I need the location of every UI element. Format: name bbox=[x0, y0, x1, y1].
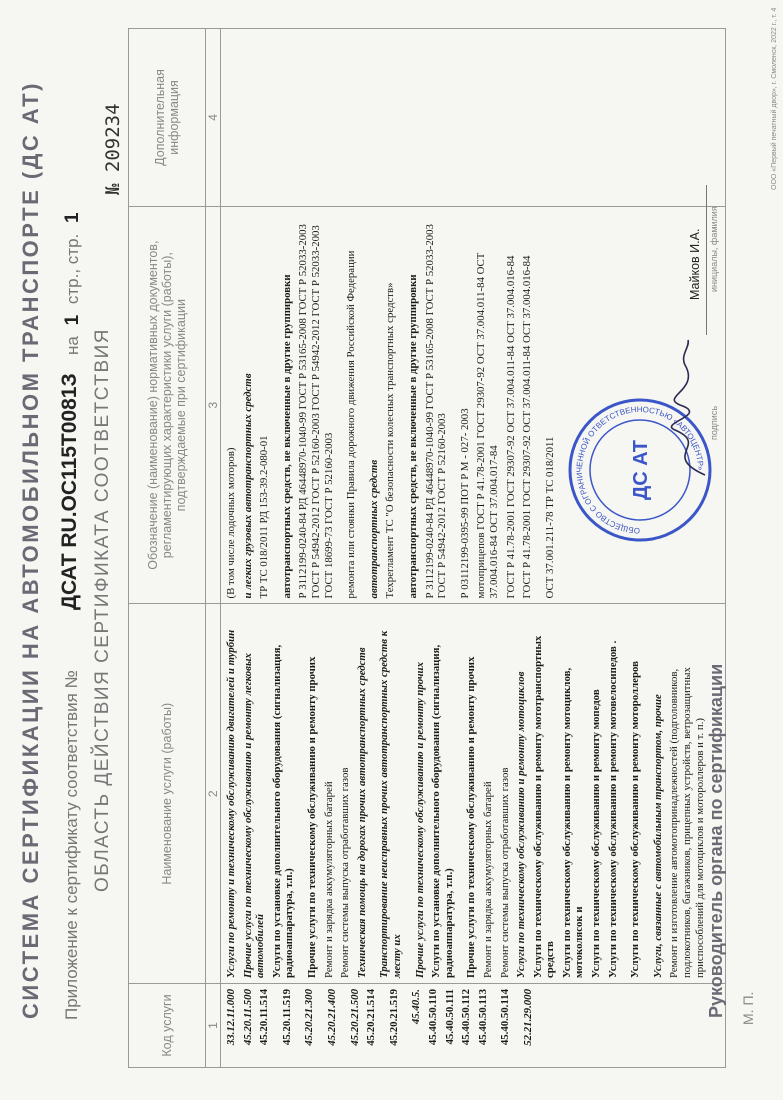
header-extra: Дополнительная информация bbox=[129, 29, 206, 207]
registration-number: № 209234 bbox=[102, 103, 124, 195]
service-code: 45.40.50.112 bbox=[460, 989, 473, 1046]
signature-caption: инициалы, фамилия bbox=[709, 206, 719, 292]
service-code: 45.40.50.113 bbox=[476, 989, 489, 1046]
service-name: Прочие услуги по техническому обслуживанию и ремонту прочих bbox=[413, 662, 426, 979]
stamp-place: М. П. bbox=[740, 991, 756, 1025]
service-name: Техническая помощь на дорогах прочих автотранспортных средств bbox=[355, 647, 368, 979]
normative-document: ремонта или стоянки Правила дорожного движения Российской Федерации bbox=[345, 250, 358, 599]
service-code: 45.20.21.500 bbox=[348, 989, 361, 1046]
stamp-center-text: ДС АТ bbox=[630, 440, 652, 500]
leader-label: Руководитель органа по сертификации bbox=[706, 663, 726, 1018]
signature-line bbox=[706, 185, 707, 335]
column-number: 2 bbox=[206, 604, 221, 984]
service-name: Услуги по техническому обслуживанию и ремонту мотоциклов, мотоколясок и bbox=[560, 667, 586, 979]
scope-title: ОБЛАСТЬ ДЕЙСТВИЯ СЕРТИФИКАТА СООТВЕТСТВИЯ bbox=[92, 327, 113, 893]
service-code: 45.40.5. bbox=[410, 989, 423, 1025]
normative-document: и легких грузовых автотранспортных средств bbox=[241, 373, 254, 599]
page-number: 1 bbox=[62, 212, 83, 223]
service-name: Услуги, связанные с автомобильным транспортом, прочие bbox=[651, 694, 664, 979]
header-docs: Обозначение (наименование) нормативных документов, регламентирующих характеристики услуги (работы), подтверждаемые при сертификации bbox=[129, 206, 206, 604]
service-code: 45.20.11.500 bbox=[241, 989, 254, 1046]
normative-document: ТР ТС 018/2011 РД 153-39.2-080-01 bbox=[258, 435, 271, 599]
page-label-a: на bbox=[63, 336, 82, 355]
service-code: 45.20.11.514 bbox=[258, 989, 271, 1046]
header-name: Наименование услуги (работы) bbox=[129, 604, 206, 984]
service-name: Ремонт системы выпуска отработавших газов bbox=[498, 767, 511, 979]
service-name: Ремонт и зарядка аккумуляторных батарей bbox=[322, 781, 335, 979]
column-number-row bbox=[206, 29, 221, 1068]
system-title: СИСТЕМА СЕРТИФИКАЦИИ НА АВТОМОБИЛЬНОМ ТРАНСПОРТЕ (ДС АТ) bbox=[18, 81, 43, 1019]
service-name: Прочие услуги по техническому обслуживанию и ремонту легковых автомобилей bbox=[241, 653, 267, 979]
total-pages: 1 bbox=[62, 314, 83, 326]
normative-document: автотранспортных средств, не включенные в другие группировки bbox=[406, 274, 419, 599]
header-code: Код услуги bbox=[129, 984, 206, 1068]
normative-document: Техрегламент ТС "О безопасности колесных транспортных средств» bbox=[384, 282, 397, 599]
normative-document: ГОСТ Р 41.78-2001 ГОСТ 29307-92 ОСТ 37.004.011-84 ОСТ 37.004.016-84 bbox=[521, 255, 534, 599]
column-number: 3 bbox=[206, 206, 221, 604]
service-name: Услуги по техническому обслуживанию и ремонту мопедов bbox=[590, 689, 603, 979]
services-cell bbox=[221, 604, 726, 984]
signer-name: Майков И.А. bbox=[688, 228, 702, 300]
service-name: Ремонт и зарядка аккумуляторных батарей bbox=[481, 781, 494, 979]
normative-document: (В том числе лодочных моторов) bbox=[225, 447, 237, 599]
scope-table bbox=[128, 28, 726, 1068]
service-name: Прочие услуги по техническому обслуживанию и ремонту прочих bbox=[305, 656, 318, 979]
normative-document: Р 3112199-0240-84 РД 46448970-1040-99 ГОСТ Р 53165-2008 ГОСТ Р 52033-2003 ГОСТ Р 54942-2012 ГОСТ Р 52160-2003 bbox=[423, 224, 449, 599]
service-name: Ремонт и изготовление автомотопринадлежностей (подголовников, подлокотников, багажников, прицепных устройств, ветрозащитных приспособлений для мотоциклов и мотороллеров и т. п.) bbox=[668, 667, 706, 979]
normative-document: ГОСТ Р 41.78-2001 ГОСТ 29307-92 ОСТ 37.004.011-84 ОСТ 37.004.016-84 bbox=[504, 255, 517, 599]
column-number: 1 bbox=[206, 984, 221, 1068]
normative-document: Р 03112199-0395-99 ПОТ Р М - 027- 2003 bbox=[458, 408, 471, 599]
service-code: 45.40.50.114 bbox=[499, 989, 512, 1046]
service-code: 52.21.29.000 bbox=[521, 989, 534, 1046]
service-name: Ремонт системы выпуска отработавших газов bbox=[339, 767, 352, 979]
service-name: Услуги по установке дополнительного оборудования (сигнализация, радиоаппаратура, т.п.) bbox=[270, 644, 296, 979]
service-code: 45.20.21.514 bbox=[365, 989, 378, 1046]
page-label-b: стр., стр. bbox=[63, 233, 82, 305]
service-name: Транспортирование неисправных прочих автотранспортных средств к месту их bbox=[378, 630, 403, 979]
codes-cell bbox=[221, 984, 726, 1068]
service-code: 45.20.21.519 bbox=[387, 989, 400, 1046]
service-name: Услуги по техническому обслуживанию и ремонту мотовелосипедов . bbox=[606, 640, 619, 979]
normative-document: автотранспортных средств bbox=[367, 459, 380, 599]
service-name: Услуги по ремонту и техническому обслуживанию двигателей и турбин bbox=[225, 629, 237, 979]
printer-note: ООО «Первый печатный двор», г. Смоленск, 2022 г., т. 4 bbox=[771, 7, 778, 190]
service-name: Услуги по техническому обслуживанию и ремонту мотоциклов bbox=[515, 671, 528, 979]
service-code: 45.20.21.400 bbox=[325, 989, 338, 1046]
certificate-number: ДСАТ RU.ОС115Т0081З bbox=[58, 373, 81, 610]
service-code: 45.20.11.519 bbox=[280, 989, 293, 1046]
extra-cell bbox=[221, 29, 726, 207]
normative-document: Р 3112199-0240-84 РД 46448970-1040-99 ГОСТ Р 53165-2008 ГОСТ Р 52033-2003 ГОСТ Р 54942-2012 ГОСТ Р 52160-2003 ГОСТ Р 54942-2012 ГОСТ Р 52033-2003 ГОСТ 18699-73 ГОСТ Р 52160-2003 bbox=[297, 224, 335, 599]
service-name: Услуги по техническому обслуживанию и ремонту мотороллеров bbox=[629, 661, 642, 979]
normative-document: автотранспортных средств, не включенные в другие группировки bbox=[280, 274, 293, 599]
service-name: Прочие услуги по техническому обслуживанию и ремонту прочих bbox=[465, 656, 478, 979]
service-name: Услуги по установке дополнительного оборудования (сигнализация, радиоаппаратура, т.п.) bbox=[430, 644, 455, 979]
service-name: Услуги по техническому обслуживанию и ремонту мототранспортных средств bbox=[531, 635, 557, 979]
service-code: 45.40.50.111 bbox=[443, 989, 456, 1045]
service-code: 33.12.11.000 bbox=[225, 989, 237, 1046]
table-body-row bbox=[221, 29, 726, 1068]
normative-document: мотоприцепов ГОСТ Р 41.78-2001 ГОСТ 29307-92 ОСТ 37.004.011-84 ОСТ 37.004.016-84 ОСТ 37.004.017-84 bbox=[475, 252, 500, 599]
page-indicator bbox=[62, 206, 84, 355]
stamp-org-name: ОБЩЕСТВО С ОГРАНИЧЕННОЙ ОТВЕТСТВЕННОСТЬЮ «АВТОЦЕНТР» bbox=[574, 404, 706, 536]
signature-stroke bbox=[671, 340, 705, 475]
appendix-label: Приложение к сертификату соответствия № bbox=[62, 670, 81, 1020]
column-number: 4 bbox=[206, 29, 221, 207]
normative-document: ОСТ 37.001.211-78 ТР ТС 018/2011 bbox=[543, 436, 556, 599]
service-code: 45.40.50.110 bbox=[426, 989, 439, 1046]
signature-label: подпись bbox=[709, 405, 719, 440]
service-code: 45.20.21.300 bbox=[303, 989, 316, 1046]
